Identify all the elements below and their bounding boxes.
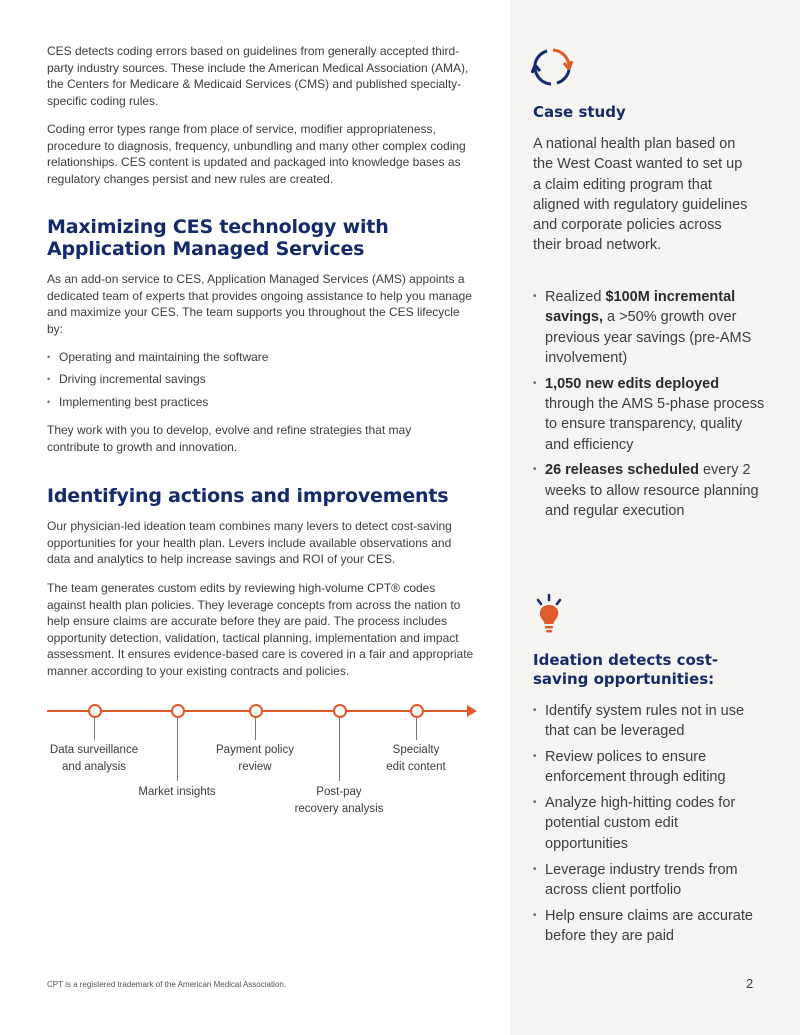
- timeline-label-line: recovery analysis: [294, 803, 384, 815]
- result-highlight: 26 releases scheduled: [545, 462, 699, 479]
- timeline-node: [410, 704, 424, 718]
- timeline-label-market-insights: [127, 784, 227, 801]
- cycle-arrows-icon: [531, 46, 573, 88]
- lightbulb-icon: [534, 594, 564, 636]
- timeline-label-post-pay: [284, 784, 394, 818]
- timeline-node: [171, 704, 185, 718]
- timeline-label-line: Specialty: [392, 744, 440, 756]
- timeline-tick: [255, 718, 256, 740]
- timeline-label-line: Data surveillance: [49, 744, 139, 756]
- list-item: [533, 287, 765, 368]
- timeline-label-line: review: [238, 761, 272, 773]
- result-text: every 2 weeks to allow resource planning and regular execution: [545, 462, 759, 519]
- list-item: • Driving incremental savings: [47, 371, 467, 387]
- result-text: Realized: [545, 289, 606, 305]
- result-text: through the AMS 5-phase process to ensure transparency, quality and efficiency: [545, 395, 765, 453]
- sidebar-panel: [510, 0, 800, 1035]
- case-study-results: [533, 287, 765, 527]
- section-heading-ams: Maximizing CES technology with Application Managed Services: [47, 216, 389, 260]
- list-item: • Identify system rules not in use that can be leveraged: [533, 701, 758, 742]
- timeline-tick: [94, 718, 95, 740]
- case-study-intro: A national health plan based on the West Coast wanted to set up a claim editing program that aligned with regulatory guidelines and corporate policies across their broad network.: [533, 136, 748, 254]
- list-item: • Analyze high-hitting codes for potential custom edit opportunities: [533, 793, 758, 854]
- timeline-label-line: and analysis: [62, 761, 126, 773]
- actions-paragraph-1: Our physician-led ideation team combines many levers to detect cost-saving opportunities for your health plan. Levers include available observations and data and analytics to help increase savings and ROI of your CES.: [47, 519, 452, 566]
- intro-paragraph-1: CES detects coding errors based on guidelines from generally accepted third-party industry sources. These include the American Medical Association (AMA), the Centers for Medicare & Medicaid Services (CMS) and published specialty-specific coding rules.: [47, 44, 469, 108]
- ams-bullet-list: [47, 349, 467, 410]
- timeline-label-line: Market insights: [138, 786, 216, 798]
- timeline-label-line: edit content: [386, 761, 446, 773]
- intro-paragraph-2: Coding error types range from place of service, modifier appropriateness, procedure to diagnosis, frequency, unbundling and many other complex coding relationships. CES content is updated and packaged into knowledge bases as regulatory changes persist and new rules are created.: [47, 122, 466, 186]
- case-study-title: Case study: [533, 103, 626, 121]
- timeline-arrowhead: [467, 705, 477, 717]
- timeline-label-payment-policy: [205, 742, 305, 776]
- ideation-list: [533, 701, 758, 952]
- ams-paragraph-2: They work with you to develop, evolve and refine strategies that may contribute to growth and innovation.: [47, 423, 412, 454]
- timeline-node: [333, 704, 347, 718]
- list-item: [533, 460, 765, 521]
- result-text: a >50% growth over previous year savings (pre-AMS involvement): [545, 309, 752, 366]
- section-heading-actions: Identifying actions and improvements: [47, 485, 449, 507]
- timeline-tick: [339, 718, 340, 781]
- ideation-title: Ideation detects cost-saving opportunities:: [533, 651, 719, 688]
- page-number: 2: [746, 976, 754, 991]
- list-item: • Help ensure claims are accurate before they are paid: [533, 906, 758, 947]
- timeline-label-specialty: [366, 742, 466, 776]
- timeline-label-line: Post-pay: [316, 786, 362, 798]
- list-item: [533, 374, 765, 455]
- list-item: • Operating and maintaining the software: [47, 349, 467, 365]
- timeline-label-data-surveillance: [44, 742, 144, 776]
- result-highlight: 1,050 new edits deployed: [545, 375, 720, 392]
- timeline-label-line: Payment policy: [216, 744, 294, 756]
- list-item: • Review polices to ensure enforcement through editing: [533, 747, 758, 788]
- timeline-node: [88, 704, 102, 718]
- timeline-tick: [416, 718, 417, 740]
- actions-paragraph-2: The team generates custom edits by reviewing high-volume CPT® codes against health plan policies. They leverage concepts from across the nation to help ensure claims are accurate before they are paid. The process includes opportunity detection, validation, tactical planning, implementation and impact assessment. It ensures evidence-based care is covered in a fair and appropriate manner according to your existing contracts and policies.: [47, 581, 474, 678]
- list-item: • Implementing best practices: [47, 394, 467, 410]
- result-highlight: $100M incremental savings,: [545, 289, 736, 326]
- footer-trademark-note: CPT is a registered trademark of the American Medical Association.: [47, 980, 287, 989]
- timeline-node: [249, 704, 263, 718]
- ams-paragraph-1: As an add-on service to CES, Application Managed Services (AMS) appoints a dedicated team of experts that provides ongoing assistance to help you manage and maximize your CES. The team supports you throughout the CES lifecycle by:: [47, 272, 472, 336]
- list-item: • Leverage industry trends from across client portfolio: [533, 860, 758, 901]
- timeline-tick: [177, 718, 178, 781]
- process-timeline: [47, 695, 482, 825]
